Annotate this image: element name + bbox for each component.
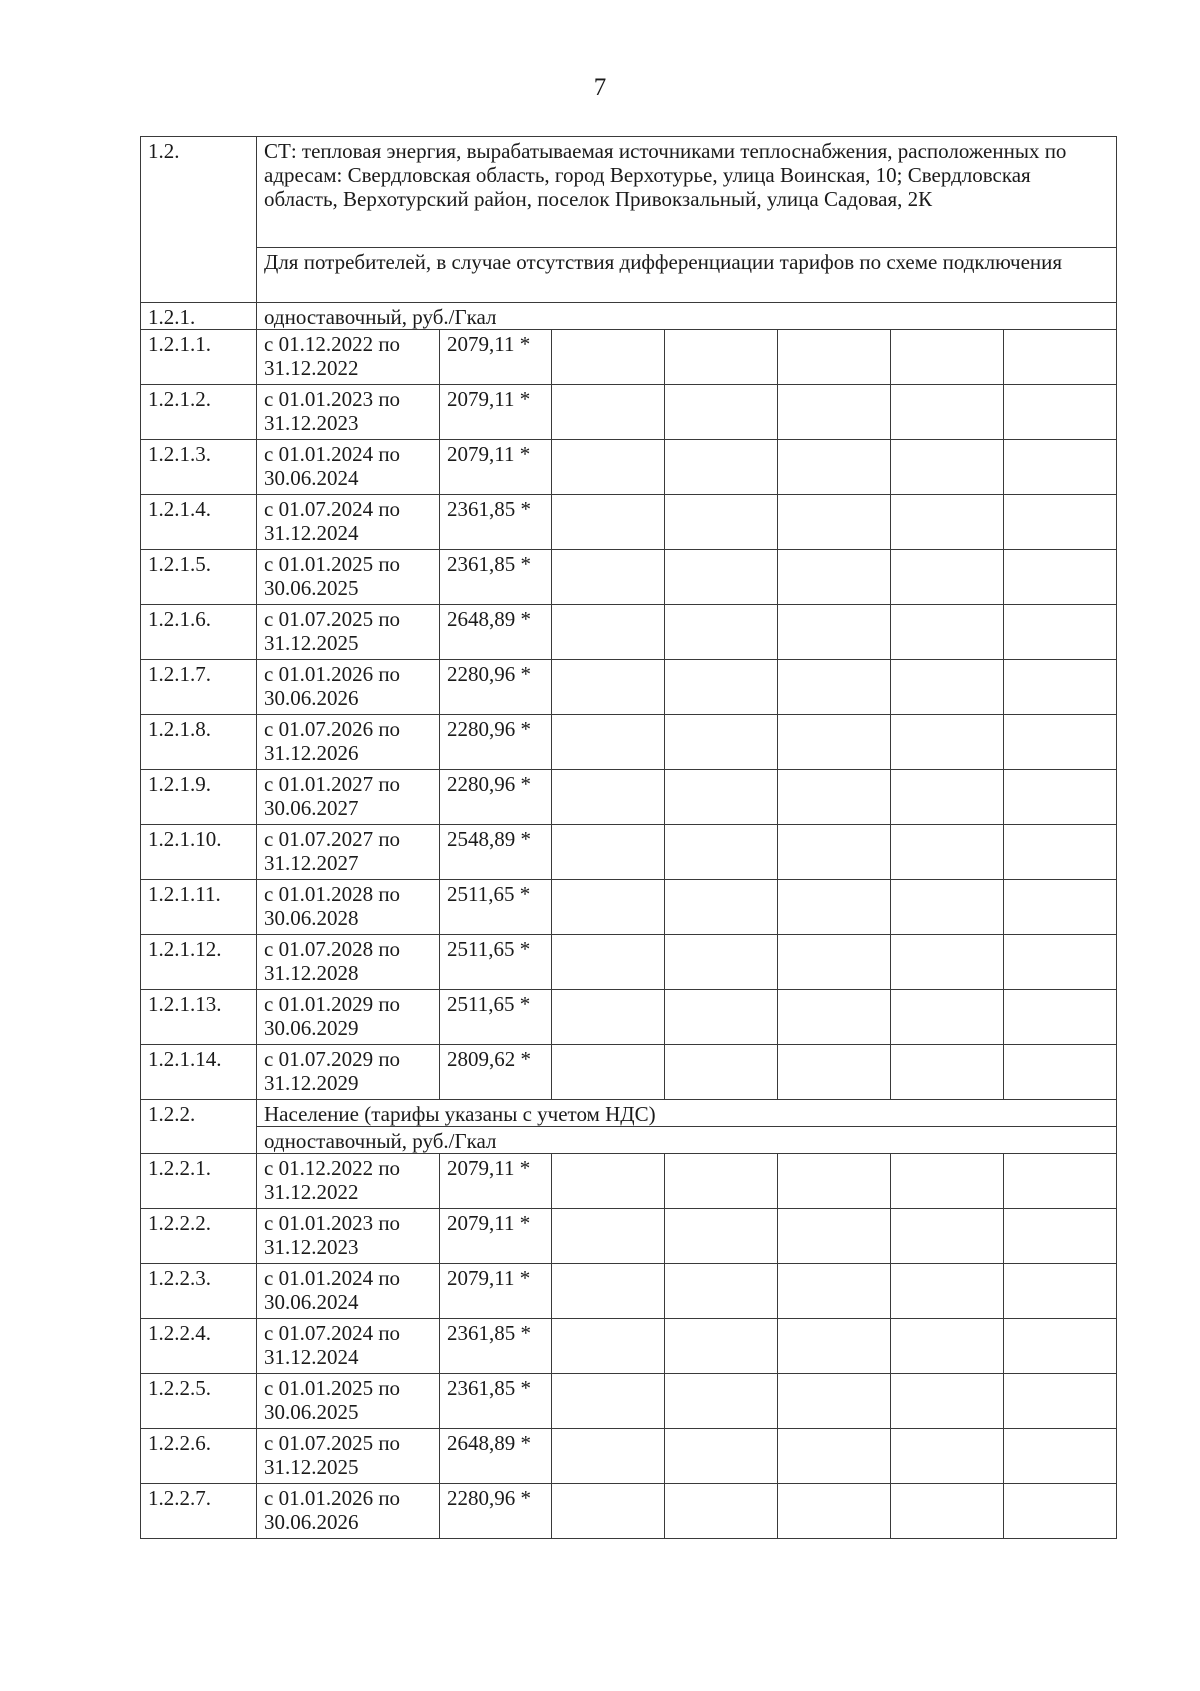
- group2-subheader-row: [141, 1127, 1117, 1154]
- empty-cell: [665, 495, 778, 550]
- row-value: 2548,89 *: [440, 825, 552, 880]
- empty-cell: [778, 440, 891, 495]
- empty-cell: [552, 495, 665, 550]
- group2-header: [141, 1100, 1117, 1154]
- row-code: 1.2.1.10.: [141, 825, 257, 880]
- empty-cell: [891, 660, 1004, 715]
- empty-cell: [891, 1429, 1004, 1484]
- empty-cell: [665, 990, 778, 1045]
- row-code: 1.2.2.2.: [141, 1209, 257, 1264]
- tariff-row: [141, 880, 1117, 935]
- empty-cell: [665, 605, 778, 660]
- empty-cell: [552, 1209, 665, 1264]
- empty-cell: [665, 1484, 778, 1539]
- empty-cell: [552, 660, 665, 715]
- empty-cell: [552, 1484, 665, 1539]
- empty-cell: [665, 935, 778, 990]
- tariff-row: [141, 1319, 1117, 1374]
- empty-cell: [552, 605, 665, 660]
- empty-cell: [665, 715, 778, 770]
- empty-cell: [1004, 1484, 1117, 1539]
- row-period: с 01.07.2024 по 31.12.2024: [257, 495, 440, 550]
- tariff-row: [141, 330, 1117, 385]
- empty-cell: [1004, 550, 1117, 605]
- tariff-row: [141, 825, 1117, 880]
- empty-cell: [778, 880, 891, 935]
- empty-cell: [778, 495, 891, 550]
- row-value: 2648,89 *: [440, 1429, 552, 1484]
- empty-cell: [1004, 605, 1117, 660]
- empty-cell: [778, 990, 891, 1045]
- empty-cell: [891, 990, 1004, 1045]
- section-subtitle-row: [141, 248, 1117, 303]
- empty-cell: [552, 935, 665, 990]
- empty-cell: [552, 1154, 665, 1209]
- tariff-table-body: [141, 137, 1117, 330]
- row-code: 1.2.1.11.: [141, 880, 257, 935]
- empty-cell: [891, 1319, 1004, 1374]
- empty-cell: [665, 1154, 778, 1209]
- row-value: 2079,11 *: [440, 385, 552, 440]
- row-period: с 01.07.2025 по 31.12.2025: [257, 605, 440, 660]
- empty-cell: [552, 385, 665, 440]
- empty-cell: [778, 660, 891, 715]
- row-value: 2079,11 *: [440, 1209, 552, 1264]
- group2-sublabel: одноставочный, руб./Гкал: [257, 1127, 1117, 1154]
- row-code: 1.2.1.4.: [141, 495, 257, 550]
- row-code: 1.2.1.13.: [141, 990, 257, 1045]
- section-header-row: [141, 137, 1117, 248]
- row-period: с 01.01.2025 по 30.06.2025: [257, 1374, 440, 1429]
- empty-cell: [665, 1209, 778, 1264]
- empty-cell: [1004, 495, 1117, 550]
- empty-cell: [665, 385, 778, 440]
- row-period: с 01.01.2029 по 30.06.2029: [257, 990, 440, 1045]
- tariff-row: [141, 935, 1117, 990]
- empty-cell: [891, 770, 1004, 825]
- group2-header-row: [141, 1100, 1117, 1127]
- row-code: 1.2.1.8.: [141, 715, 257, 770]
- row-period: с 01.01.2024 по 30.06.2024: [257, 1264, 440, 1319]
- tariff-row: [141, 605, 1117, 660]
- row-value: 2280,96 *: [440, 660, 552, 715]
- empty-cell: [552, 440, 665, 495]
- row-period: с 01.07.2029 по 31.12.2029: [257, 1045, 440, 1100]
- empty-cell: [665, 330, 778, 385]
- tariff-row: [141, 1264, 1117, 1319]
- row-code: 1.2.1.1.: [141, 330, 257, 385]
- row-period: с 01.01.2025 по 30.06.2025: [257, 550, 440, 605]
- row-period: с 01.07.2027 по 31.12.2027: [257, 825, 440, 880]
- tariff-row: [141, 1209, 1117, 1264]
- empty-cell: [665, 1374, 778, 1429]
- empty-cell: [891, 440, 1004, 495]
- empty-cell: [1004, 990, 1117, 1045]
- empty-cell: [1004, 1374, 1117, 1429]
- empty-cell: [891, 935, 1004, 990]
- empty-cell: [891, 1484, 1004, 1539]
- row-period: с 01.01.2026 по 30.06.2026: [257, 1484, 440, 1539]
- group2-code: 1.2.2.: [141, 1100, 257, 1154]
- empty-cell: [778, 715, 891, 770]
- row-value: 2511,65 *: [440, 990, 552, 1045]
- empty-cell: [665, 550, 778, 605]
- empty-cell: [552, 825, 665, 880]
- row-period: с 01.01.2028 по 30.06.2028: [257, 880, 440, 935]
- empty-cell: [552, 330, 665, 385]
- row-period: с 01.01.2023 по 31.12.2023: [257, 385, 440, 440]
- empty-cell: [1004, 715, 1117, 770]
- empty-cell: [891, 330, 1004, 385]
- row-value: 2511,65 *: [440, 935, 552, 990]
- row-code: 1.2.1.3.: [141, 440, 257, 495]
- row-value: 2280,96 *: [440, 770, 552, 825]
- section-title: СТ: тепловая энергия, вырабатываемая источниками теплоснабжения, расположенных по адресам: Свердловская область, город Верхотурье, улица Воинская, 10; Свердловская область, Верхотурский район, поселок Привокзальный, улица Садовая, 2К: [257, 137, 1117, 248]
- row-value: 2511,65 *: [440, 880, 552, 935]
- tariff-row: [141, 385, 1117, 440]
- section-code: 1.2.: [141, 137, 257, 303]
- tariff-row: [141, 1045, 1117, 1100]
- row-period: с 01.01.2027 по 30.06.2027: [257, 770, 440, 825]
- group1-label: одноставочный, руб./Гкал: [257, 303, 1117, 330]
- row-value: 2079,11 *: [440, 440, 552, 495]
- empty-cell: [1004, 385, 1117, 440]
- tariff-row: [141, 1374, 1117, 1429]
- empty-cell: [891, 1045, 1004, 1100]
- row-value: 2280,96 *: [440, 1484, 552, 1539]
- empty-cell: [891, 880, 1004, 935]
- empty-cell: [552, 990, 665, 1045]
- row-value: 2079,11 *: [440, 1154, 552, 1209]
- row-code: 1.2.2.1.: [141, 1154, 257, 1209]
- empty-cell: [665, 1429, 778, 1484]
- row-value: 2361,85 *: [440, 1319, 552, 1374]
- empty-cell: [778, 1154, 891, 1209]
- empty-cell: [778, 330, 891, 385]
- empty-cell: [552, 550, 665, 605]
- empty-cell: [1004, 330, 1117, 385]
- row-period: с 01.12.2022 по 31.12.2022: [257, 1154, 440, 1209]
- tariff-row: [141, 1154, 1117, 1209]
- tariff-row: [141, 440, 1117, 495]
- tariff-row: [141, 550, 1117, 605]
- empty-cell: [1004, 1429, 1117, 1484]
- row-value: 2361,85 *: [440, 550, 552, 605]
- group1-rows: [141, 330, 1117, 1100]
- empty-cell: [552, 770, 665, 825]
- row-value: 2079,11 *: [440, 330, 552, 385]
- empty-cell: [1004, 440, 1117, 495]
- group2-label: Население (тарифы указаны с учетом НДС): [257, 1100, 1117, 1127]
- row-value: 2280,96 *: [440, 715, 552, 770]
- row-code: 1.2.1.7.: [141, 660, 257, 715]
- empty-cell: [891, 385, 1004, 440]
- empty-cell: [552, 1374, 665, 1429]
- page-number: 7: [593, 74, 607, 101]
- empty-cell: [778, 1484, 891, 1539]
- empty-cell: [1004, 1045, 1117, 1100]
- row-period: с 01.07.2024 по 31.12.2024: [257, 1319, 440, 1374]
- empty-cell: [891, 605, 1004, 660]
- tariff-row: [141, 660, 1117, 715]
- empty-cell: [552, 1264, 665, 1319]
- empty-cell: [778, 550, 891, 605]
- empty-cell: [552, 1045, 665, 1100]
- empty-cell: [891, 715, 1004, 770]
- empty-cell: [778, 825, 891, 880]
- empty-cell: [665, 440, 778, 495]
- section-subtitle: Для потребителей, в случае отсутствия дифференциации тарифов по схеме подключения: [257, 248, 1117, 303]
- empty-cell: [778, 1045, 891, 1100]
- empty-cell: [891, 550, 1004, 605]
- empty-cell: [665, 1319, 778, 1374]
- empty-cell: [665, 1045, 778, 1100]
- tariff-row: [141, 1484, 1117, 1539]
- group1-code: 1.2.1.: [141, 303, 257, 330]
- tariff-table: [140, 136, 1117, 1539]
- row-value: 2361,85 *: [440, 495, 552, 550]
- row-code: 1.2.1.14.: [141, 1045, 257, 1100]
- row-period: с 01.12.2022 по 31.12.2022: [257, 330, 440, 385]
- empty-cell: [891, 1209, 1004, 1264]
- empty-cell: [665, 825, 778, 880]
- empty-cell: [778, 935, 891, 990]
- row-value: 2809,62 *: [440, 1045, 552, 1100]
- empty-cell: [778, 1264, 891, 1319]
- empty-cell: [552, 880, 665, 935]
- empty-cell: [778, 1319, 891, 1374]
- row-code: 1.2.1.9.: [141, 770, 257, 825]
- row-period: с 01.01.2023 по 31.12.2023: [257, 1209, 440, 1264]
- empty-cell: [1004, 770, 1117, 825]
- empty-cell: [1004, 825, 1117, 880]
- empty-cell: [891, 1374, 1004, 1429]
- empty-cell: [1004, 1319, 1117, 1374]
- row-period: с 01.01.2026 по 30.06.2026: [257, 660, 440, 715]
- group2-rows: [141, 1154, 1117, 1539]
- row-period: с 01.01.2024 по 30.06.2024: [257, 440, 440, 495]
- row-code: 1.2.2.7.: [141, 1484, 257, 1539]
- empty-cell: [1004, 660, 1117, 715]
- row-value: 2079,11 *: [440, 1264, 552, 1319]
- tariff-row: [141, 1429, 1117, 1484]
- tariff-row: [141, 715, 1117, 770]
- empty-cell: [891, 1264, 1004, 1319]
- empty-cell: [665, 770, 778, 825]
- row-value: 2648,89 *: [440, 605, 552, 660]
- empty-cell: [665, 1264, 778, 1319]
- empty-cell: [552, 1319, 665, 1374]
- empty-cell: [1004, 1264, 1117, 1319]
- row-period: с 01.07.2028 по 31.12.2028: [257, 935, 440, 990]
- empty-cell: [1004, 1209, 1117, 1264]
- row-code: 1.2.1.6.: [141, 605, 257, 660]
- tariff-row: [141, 770, 1117, 825]
- row-code: 1.2.2.3.: [141, 1264, 257, 1319]
- empty-cell: [1004, 1154, 1117, 1209]
- empty-cell: [778, 605, 891, 660]
- tariff-row: [141, 990, 1117, 1045]
- empty-cell: [891, 1154, 1004, 1209]
- row-code: 1.2.2.5.: [141, 1374, 257, 1429]
- row-code: 1.2.2.6.: [141, 1429, 257, 1484]
- empty-cell: [891, 825, 1004, 880]
- empty-cell: [778, 770, 891, 825]
- empty-cell: [665, 660, 778, 715]
- empty-cell: [552, 1429, 665, 1484]
- empty-cell: [778, 1429, 891, 1484]
- row-code: 1.2.1.12.: [141, 935, 257, 990]
- row-code: 1.2.1.2.: [141, 385, 257, 440]
- empty-cell: [778, 385, 891, 440]
- row-code: 1.2.1.5.: [141, 550, 257, 605]
- row-period: с 01.07.2026 по 31.12.2026: [257, 715, 440, 770]
- row-code: 1.2.2.4.: [141, 1319, 257, 1374]
- empty-cell: [665, 880, 778, 935]
- empty-cell: [1004, 880, 1117, 935]
- empty-cell: [778, 1374, 891, 1429]
- tariff-row: [141, 495, 1117, 550]
- empty-cell: [891, 495, 1004, 550]
- empty-cell: [778, 1209, 891, 1264]
- row-period: с 01.07.2025 по 31.12.2025: [257, 1429, 440, 1484]
- empty-cell: [552, 715, 665, 770]
- row-value: 2361,85 *: [440, 1374, 552, 1429]
- group1-header-row: [141, 303, 1117, 330]
- empty-cell: [1004, 935, 1117, 990]
